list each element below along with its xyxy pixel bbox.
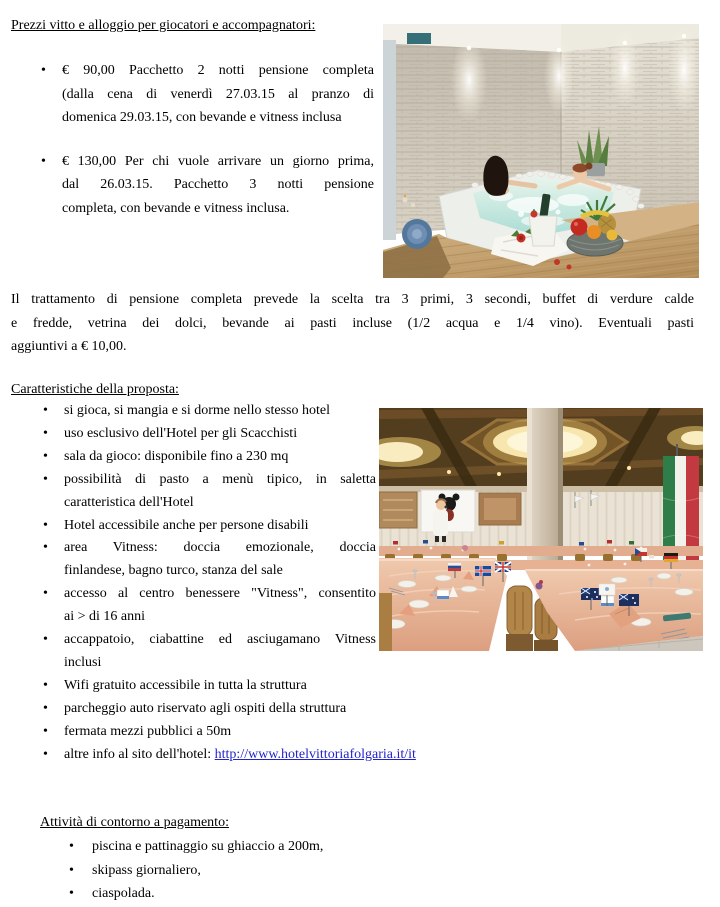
list-item: • Wifi gratuito accessibile in tutta la struttura — [40, 675, 376, 698]
bullet-line: • accesso al centro benessere "Vitness", consentito — [64, 586, 376, 602]
paragraph-line: e fredde, vetrina dei dolci, bevande ai pasti incluse (1/2 acqua e 1/4 vino). Eventuali pasti — [11, 315, 694, 331]
bullet-line: inclusi — [64, 654, 102, 670]
price-bullet-list — [38, 59, 374, 240]
hotel-website-link[interactable]: http://www.hotelvittoriafolgaria.it/it — [214, 746, 416, 762]
paragraph-line: Il trattamento di pensione completa prevede la scelta tra 3 primi, 3 secondi, buffet di verdure calde — [11, 292, 694, 307]
list-item: • Hotel accessibile anche per persone disabili — [40, 515, 376, 538]
bullet-line: dal 26.03.15. Pacchetto 3 notti pensione — [62, 177, 374, 192]
bullet-line: caratteristica dell'Hotel — [64, 494, 194, 510]
list-item: • sala da gioco: disponibile fino a 230 mq — [40, 446, 376, 469]
heading-prices: Prezzi vitto e alloggio per giocatori e accompagnatori: — [11, 18, 316, 33]
list-item — [40, 469, 376, 515]
paragraph-line: aggiuntivi a € 10,00. — [11, 339, 127, 354]
board-paragraph — [11, 288, 694, 359]
activities-bullet-list — [66, 835, 486, 906]
bullet-line: • € 130,00 Per chi vuole arrivare un giorno prima, — [62, 153, 374, 169]
list-item: • skipass giornaliero, — [66, 859, 486, 883]
list-item: • si gioca, si mangia e si dorme nello stesso hotel — [40, 400, 376, 423]
list-item — [38, 59, 374, 130]
heading-activities: Attività di contorno a pagamento: — [40, 815, 229, 830]
bullet-line: (dalla cena di venerdì 27.03.15 al pranzo di — [62, 86, 374, 102]
bullet-line: completa, con bevande e vitness inclusa. — [62, 200, 290, 216]
column — [527, 408, 563, 560]
list-item: • piscina e pattinaggio su ghiaccio a 200m, — [66, 835, 486, 859]
list-item — [40, 629, 376, 675]
bullet-line: • € 90,00 Pacchetto 2 notti pensione completa — [62, 63, 374, 78]
dining-room-photo — [379, 408, 703, 651]
list-item: • fermata mezzi pubblici a 50m — [40, 721, 376, 744]
bullet-line: • accappatoio, ciabattine ed asciugamano Vitness — [64, 632, 376, 648]
bullet-line: domenica 29.03.15, con bevande e vitness inclusa — [62, 110, 342, 125]
list-item: • ciaspolada. — [66, 882, 486, 906]
list-item: • parcheggio auto riservato agli ospiti della struttura — [40, 698, 376, 721]
list-item — [38, 150, 374, 221]
list-item — [40, 537, 376, 583]
list-item — [40, 583, 376, 629]
jacuzzi-photo — [383, 24, 699, 278]
feature-bullet-list — [40, 400, 416, 767]
heading-features: Caratteristiche della proposta: — [11, 382, 179, 397]
link-prefix: altre info al sito dell'hotel: — [64, 746, 215, 762]
bullet-line: • area Vitness: doccia emozionale, doccia — [64, 540, 376, 556]
list-item: • uso esclusivo dell'Hotel per gli Scacchisti — [40, 423, 376, 446]
list-item-hotel-link — [40, 744, 684, 767]
bullet-line: ai > di 16 anni — [64, 609, 145, 625]
bullet-line: • possibilità di pasto a menù tipico, in saletta — [64, 471, 376, 487]
bullet-line: finlandese, bagno turco, stanza del sale — [64, 563, 283, 579]
